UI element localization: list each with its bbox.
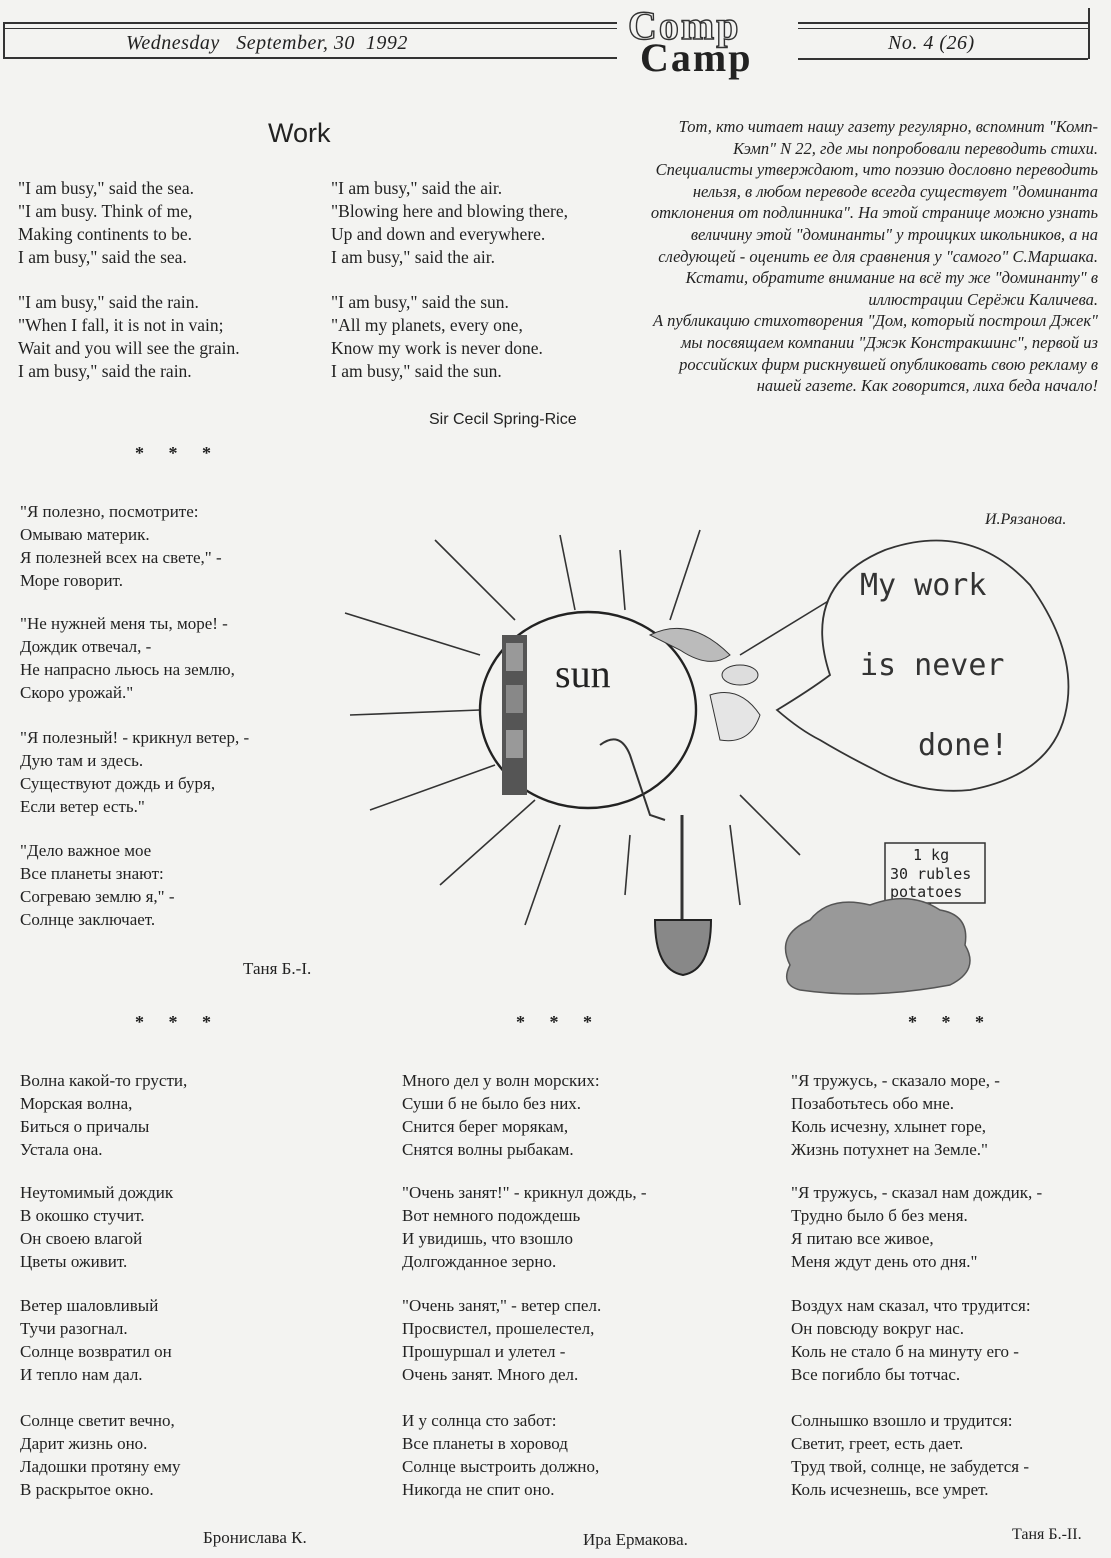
separator-stars-4: * * * [908,1012,994,1032]
separator-stars-1: * * * [135,443,221,463]
header-rule-top-right-2 [798,28,1088,29]
header-rule-bottom-left [3,57,617,59]
intro-paragraph-1: Тот, кто читает нашу газету регулярно, вспомнит "Комп-Кэмп" N 22, где мы попробовали переводить стихи. Специалисты утверждают, что поэзию дословно переводить нельзя, в любом переводе всегда существует "доминанта отклонения от подлинника". На этой странице можно узнать величину этой "доминанты" у троицких школьников, а на следующей - оценить ее для сравнения у "самого" С.Маршака. Кстати, обратите внимание на всё ту же "доминанту" в иллюстрации Серёжи Каличева. [650,117,1098,309]
verse-line: Биться о причалы [20,1117,150,1136]
verse-line: Ладошки протяну ему [20,1457,181,1476]
verse-line: Он своею влагой [20,1229,143,1248]
sign-line-3: potatoes [890,883,963,901]
sun-illustration [330,525,1090,1000]
verse-line: Существуют дождь и буря, [20,774,216,793]
logo-camp: Camp [640,35,753,80]
verse-line: "Не нужней меня ты, море! - [20,614,228,633]
poem-ru2-stanza4 [20,1409,180,1501]
verse-line: В раскрытое окно. [20,1480,154,1499]
potato-pile-icon [786,899,971,994]
header-rule-top-left-2 [3,28,617,29]
verse-line: Коль не стало б на минуту его - [791,1342,1019,1361]
verse-line: "Я тружусь, - сказало море, - [791,1071,1000,1090]
verse-line: "I am busy," said the sea. [18,178,194,198]
verse-line: Светит, греет, есть дает. [791,1434,964,1453]
poem-ru4-stanza4 [791,1409,1029,1501]
verse-line: Коль исчезну, хлынет горе, [791,1117,987,1136]
verse-line: Позаботьтесь обо мне. [791,1094,954,1113]
poem-ru2-stanza2 [20,1181,173,1273]
bubble-line-1: My work [860,568,987,603]
poem-ru1-author: Таня Б.-I. [243,959,312,978]
verse-line: "Я тружусь, - сказал нам дождик, - [791,1183,1043,1202]
verse-line: Тучи разогнал. [20,1319,128,1338]
bubble-line-3: done! [918,728,1009,763]
poem-ru4-stanza1 [791,1069,1000,1161]
verse-line: Меня ждут день ото дня." [791,1252,978,1271]
verse-line: Прошуршал и улетел - [402,1342,566,1361]
verse-line: Коль исчезнешь, все умрет. [791,1480,989,1499]
verse-line: "When I fall, it is not in vain; [18,315,224,335]
poem-en-col1-stanza1 [18,177,194,269]
verse-line: И у солнца сто забот: [402,1411,557,1430]
verse-line: Очень занят. Много дел. [402,1365,579,1384]
verse-line: Снятся волны рыбакам. [402,1140,574,1159]
verse-line: Making continents to be. [18,224,193,244]
poem-ru3-stanza1 [402,1069,600,1161]
sign-line-2: 30 rubles [890,865,972,883]
verse-line: Все планеты знают: [20,864,164,883]
verse-line: И увидишь, что взошло [402,1229,573,1248]
poem-ru1-stanza4 [20,839,175,931]
logo-comp: Comp [628,3,741,48]
poem-ru1-stanza3 [20,726,249,818]
poem-ru3-author: Ира Ермакова. [583,1530,688,1549]
verse-line: Вот немного подождешь [402,1206,581,1225]
verse-line: Все планеты в хоровод [402,1434,568,1453]
verse-line: "Blowing here and blowing there, [331,201,569,221]
verse-line: Солнце выстроить должно, [402,1457,600,1476]
verse-line: Снится берег морякам, [402,1117,569,1136]
poem-en-col1-stanza2 [18,291,240,383]
verse-line: Воздух нам сказал, что трудится: [791,1296,1031,1315]
intro-signature: И.Рязанова. [985,511,1067,528]
verse-line: "Дело важное мое [20,841,152,860]
verse-line: В окошко стучит. [20,1206,145,1225]
verse-line: Солнце возвратил он [20,1342,172,1361]
poem-en-col2-stanza1 [331,177,568,269]
verse-line: "I am busy. Think of me, [18,201,193,221]
verse-line: Если ветер есть." [20,797,145,816]
verse-line: Он повсюду вокруг нас. [791,1319,965,1338]
verse-line: Дарит жизнь оно. [20,1434,148,1453]
verse-line: "Я полезно, посмотрите: [20,502,199,521]
verse-line: Море говорит. [20,571,123,590]
verse-line: Ветер шаловливый [20,1296,159,1315]
poem-ru4-author: Таня Б.-II. [1012,1526,1082,1543]
sun-label: sun [555,651,611,696]
verse-line: "I am busy," said the air. [331,178,503,198]
verse-line: Up and down and everywhere. [331,224,546,244]
poem-ru2-stanza3 [20,1294,172,1386]
header-issue: No. 4 (26) [888,32,975,54]
header-date: Wednesday September, 30 1992 [126,32,408,54]
verse-line: И тепло нам дал. [20,1365,143,1384]
separator-stars-3: * * * [516,1012,602,1032]
sun-face [722,665,758,685]
verse-line: I am busy," said the sun. [331,361,502,381]
verse-line: Я полезней всех на свете," - [20,548,222,567]
verse-line: Труд твой, солнце, не забудется - [791,1457,1030,1476]
shovel-blade-icon [655,920,711,975]
verse-line: Солнышко взошло и трудится: [791,1411,1013,1430]
header-rule-top-right [798,22,1088,24]
verse-line: Жизнь потухнет на Земле." [791,1140,988,1159]
poem-ru3-stanza4 [402,1409,599,1501]
verse-line: I am busy," said the sea. [18,247,187,267]
verse-line: Долгожданное зерно. [402,1252,557,1271]
poem-ru4-stanza3 [791,1294,1031,1386]
verse-line: Wait and you will see the grain. [18,338,240,358]
editorial-intro [648,116,1098,397]
verse-line: Дождик отвечал, - [20,637,152,656]
verse-line: Все погибло бы тотчас. [791,1365,961,1384]
verse-line: Волна какой-то грусти, [20,1071,188,1090]
verse-line: Согреваю землю я," - [20,887,175,906]
poem-ru2-stanza1 [20,1069,187,1161]
header-rule-left-edge [3,22,5,58]
verse-line: Много дел у волн морских: [402,1071,600,1090]
verse-line: "Очень занят," - ветер спел. [402,1296,602,1315]
header-rule-bottom-right [798,58,1088,60]
poem-ru1-stanza2 [20,612,235,704]
header-rule-right-edge [1088,8,1090,59]
verse-line: I am busy," said the air. [331,247,495,267]
verse-line: Цветы оживит. [20,1252,128,1271]
verse-line: "I am busy," said the sun. [331,292,509,312]
verse-line: Никогда не спит оно. [402,1480,555,1499]
verse-line: Я питаю все живое, [791,1229,934,1248]
verse-line: Know my work is never done. [331,338,543,358]
verse-line: Солнце заключает. [20,910,156,929]
verse-line: Скоро урожай." [20,683,134,702]
poem-ru2-author: Бронислава К. [203,1528,307,1547]
poem-ru3-stanza3 [402,1294,601,1386]
header-rule-top-left [3,22,617,24]
poem-en-col2-stanza2 [331,291,543,383]
verse-line: Дую там и здесь. [20,751,144,770]
poem-title: Work [268,118,331,148]
verse-line: I am busy," said the rain. [18,361,192,381]
poem-ru1-stanza1 [20,500,222,592]
verse-line: Солнце светит вечно, [20,1411,175,1430]
verse-line: Устала она. [20,1140,103,1159]
verse-line: "Очень занят!" - крикнул дождь, - [402,1183,647,1202]
verse-line: Трудно было б без меня. [791,1206,968,1225]
verse-line: Суши б не было без них. [402,1094,582,1113]
bubble-line-2: is never [860,648,1005,683]
verse-line: Не напрасно льюсь на землю, [20,660,235,679]
poem-ru4-stanza2 [791,1181,1042,1273]
verse-line: Омываю материк. [20,525,150,544]
verse-line: "Я полезный! - крикнул ветер, - [20,728,250,747]
verse-line: Морская волна, [20,1094,133,1113]
verse-line: "All my planets, every one, [331,315,523,335]
intro-paragraph-2: А публикацию стихотворения "Дом, который построил Джек" мы посвящаем компании "Джэк Констракшинс", первой из российских фирм рискнувшей опубликовать свою рекламу в нашей газете. Как говорится, лиха беда начало! [652,311,1098,396]
poem-ru3-stanza2 [402,1181,647,1273]
sign-line-1: 1 kg [913,846,950,864]
separator-stars-2: * * * [135,1012,221,1032]
poem-en-author: Sir Cecil Spring-Rice [429,411,577,428]
verse-line: "I am busy," said the rain. [18,292,199,312]
verse-line: Неутомимый дождик [20,1183,174,1202]
verse-line: Просвистел, прошелестел, [402,1319,595,1338]
